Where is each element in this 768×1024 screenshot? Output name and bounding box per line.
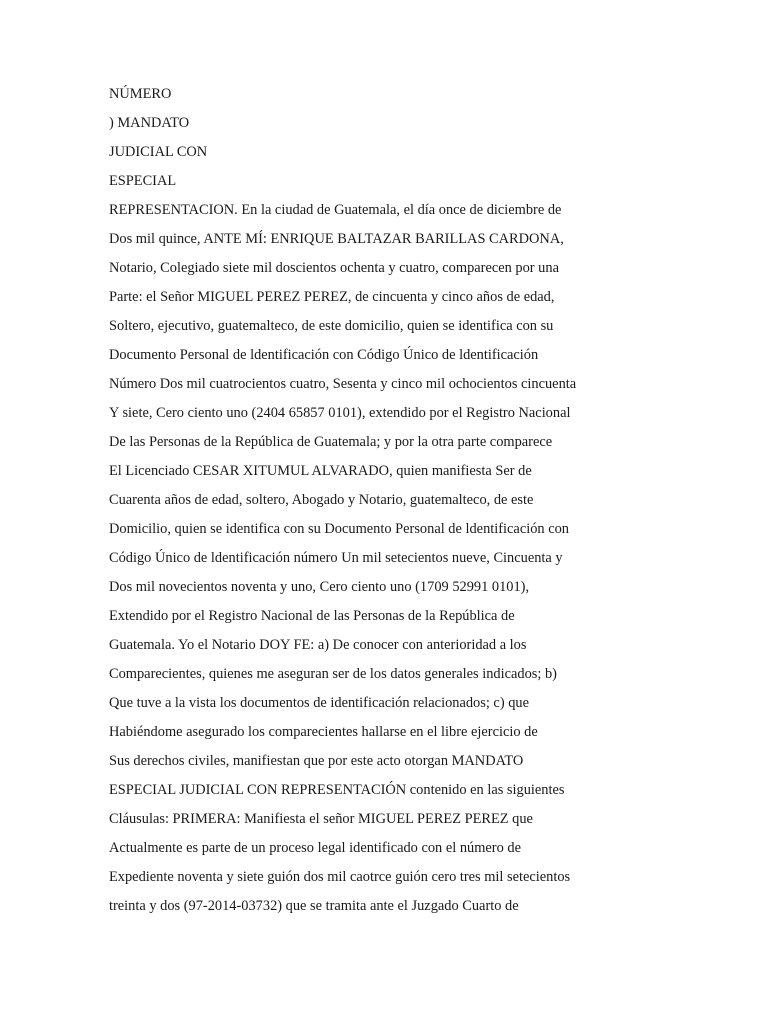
- document-line: Extendido por el Registro Nacional de las Personas de la República de: [109, 608, 515, 624]
- document-line: Actualmente es parte de un proceso legal identificado con el número de: [109, 840, 521, 856]
- document-line: Soltero, ejecutivo, guatemalteco, de este domicilio, quien se identifica con su: [109, 318, 554, 334]
- document-line: Código Único de ldentificación número Un mil setecientos nueve, Cincuenta y: [109, 550, 563, 566]
- document-line: El Licenciado CESAR XITUMUL ALVARADO, quien manifiesta Ser de: [109, 463, 532, 479]
- document-line: NÚMERO: [109, 86, 172, 102]
- document-line: treinta y dos (97-2014-03732) que se tramita ante el Juzgado Cuarto de: [109, 898, 519, 914]
- document-line: REPRESENTACION. En la ciudad de Guatemala, el día once de diciembre de: [109, 202, 562, 218]
- document-line: Y siete, Cero ciento uno (2404 65857 0101), extendido por el Registro Nacional: [109, 405, 571, 421]
- document-line: Documento Personal de ldentificación con Código Único de ldentificación: [109, 347, 539, 363]
- document-line: Notario, Colegiado siete mil doscientos ochenta y cuatro, comparecen por una: [109, 260, 559, 276]
- document-line: De las Personas de la República de Guatemala; y por la otra parte comparece: [109, 434, 553, 450]
- document-line: Guatemala. Yo el Notario DOY FE: a) De conocer con anterioridad a los: [109, 637, 527, 653]
- document-line: Cláusulas: PRIMERA: Manifiesta el señor MIGUEL PEREZ PEREZ que: [109, 811, 533, 827]
- document-body: [109, 84, 649, 925]
- document-line: JUDICIAL CON: [109, 144, 208, 160]
- document-line: Expediente noventa y siete guión dos mil caotrce guión cero tres mil setecientos: [109, 869, 571, 885]
- document-line: Dos mil quince, ANTE MÍ: ENRIQUE BALTAZAR BARILLAS CARDONA,: [109, 231, 564, 247]
- document-line: Domicilio, quien se identifica con su Documento Personal de ldentificación con: [109, 521, 569, 537]
- document-line: Parte: el Señor MIGUEL PEREZ PEREZ, de cincuenta y cinco años de edad,: [109, 289, 555, 305]
- document-line: Dos mil novecientos noventa y uno, Cero ciento uno (1709 52991 0101),: [109, 579, 530, 595]
- document-line: ESPECIAL JUDICIAL CON REPRESENTACIÓN contenido en las siguientes: [109, 782, 565, 798]
- document-line: Que tuve a la vista los documentos de identificación relacionados; c) que: [109, 695, 529, 711]
- document-line: Habiéndome asegurado los comparecientes hallarse en el libre ejercicio de: [109, 724, 538, 740]
- document-line: Número Dos mil cuatrocientos cuatro, Sesenta y cinco mil ochocientos cincuenta: [109, 376, 577, 392]
- document-line: ESPECIAL: [109, 173, 177, 189]
- document-line: Cuarenta años de edad, soltero, Abogado y Notario, guatemalteco, de este: [109, 492, 534, 508]
- document-line: Sus derechos civiles, manifiestan que por este acto otorgan MANDATO: [109, 753, 524, 769]
- document-line: ) MANDATO: [109, 115, 190, 131]
- document-line: Comparecientes, quienes me aseguran ser de los datos generales indicados; b): [109, 666, 557, 682]
